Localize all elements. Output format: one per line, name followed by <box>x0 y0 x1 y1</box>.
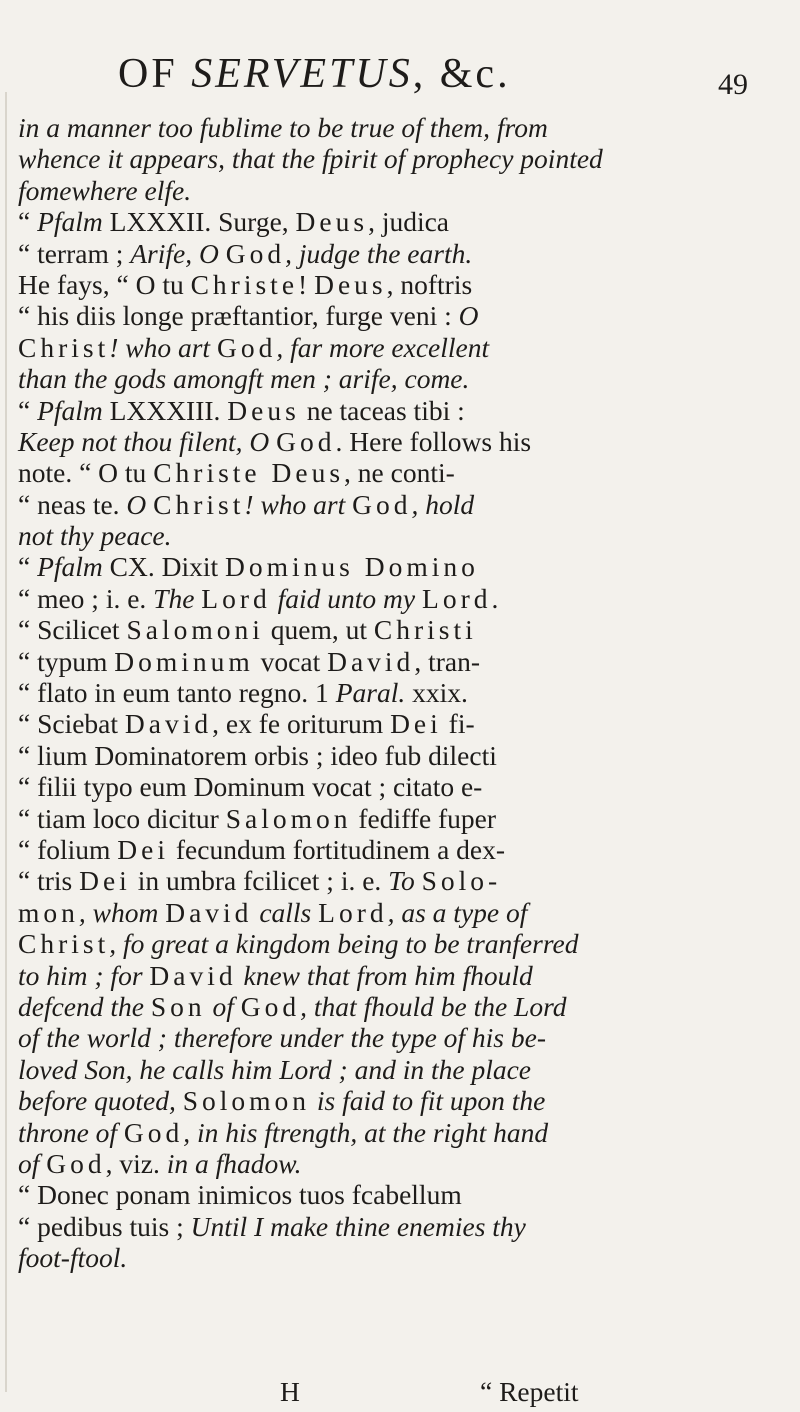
text-segment: Solo- <box>421 865 502 897</box>
text-line <box>18 897 718 928</box>
text-segment: LXXXII. Surge, <box>102 206 296 238</box>
signature-mark: H <box>280 1376 300 1407</box>
text-segment: “ Donec ponam inimicos tuos fcabellum <box>18 1179 462 1211</box>
text-line <box>18 1085 718 1116</box>
text-line <box>18 175 718 206</box>
gutter-shadow <box>5 92 7 1392</box>
text-segment: Dominum <box>114 645 254 677</box>
text-segment: defcend the <box>18 990 151 1022</box>
text-segment: God <box>352 488 412 520</box>
text-line <box>18 238 718 269</box>
text-line <box>18 489 718 520</box>
running-head <box>118 50 588 98</box>
text-line <box>18 803 718 834</box>
text-segment: of the world ; therefore under the type of his be- <box>18 1022 546 1054</box>
text-line <box>18 740 718 771</box>
text-line <box>18 1022 718 1053</box>
text-line <box>18 1179 718 1210</box>
text-line <box>18 332 718 363</box>
text-segment: “ pedibus tuis ; <box>18 1210 191 1242</box>
text-segment: “ typum <box>18 645 115 677</box>
text-segment: , that fhould be the Lord <box>300 990 567 1022</box>
text-segment: “ neas te. <box>18 488 127 520</box>
text-segment: in a fhadow. <box>166 1147 302 1179</box>
text-segment: “ folium <box>18 833 118 865</box>
text-segment: Salomon <box>225 802 352 834</box>
text-segment: Until I make thine enemies thy <box>190 1210 526 1242</box>
text-segment: God <box>225 237 286 269</box>
text-line <box>18 583 718 614</box>
text-segment: David <box>327 645 415 677</box>
text-segment: , ex fe oriturum <box>212 708 391 740</box>
text-line <box>18 677 718 708</box>
text-segment: David <box>165 896 253 928</box>
text-segment: ne taceas tibi : <box>299 394 465 426</box>
text-segment: “ terram ; <box>18 237 131 269</box>
text-line <box>18 771 718 802</box>
text-segment: Lord <box>201 582 271 614</box>
text-line <box>18 206 718 237</box>
text-line <box>18 1211 718 1242</box>
text-segment: Lord <box>422 582 492 614</box>
text-segment: Pfalm <box>37 206 103 238</box>
text-segment: of <box>205 990 241 1022</box>
text-segment: “ flato in eum tanto regno. 1 <box>18 677 336 709</box>
text-segment: , as a type of <box>387 896 528 928</box>
text-segment: O <box>126 488 154 520</box>
text-segment: in umbra fcilicet ; i. e. <box>130 865 389 897</box>
text-line <box>18 834 718 865</box>
text-segment: . <box>491 582 499 614</box>
text-segment: “ <box>18 206 38 238</box>
text-segment: “ lium Dominatorem orbis ; ideo fub dilecti <box>18 739 497 771</box>
text-segment: Deus <box>295 206 369 238</box>
text-segment: before quoted, <box>18 1085 183 1117</box>
text-line <box>18 708 718 739</box>
text-segment: “ tris <box>18 865 80 897</box>
text-segment: God <box>123 1116 184 1148</box>
text-segment: Pfalm <box>37 394 103 426</box>
text-line <box>18 143 718 174</box>
text-segment: Dominus Domino <box>225 551 479 583</box>
text-line <box>18 614 718 645</box>
text-segment: “ Sciebat <box>18 708 125 740</box>
body-text <box>18 112 718 1273</box>
text-segment: fomewhere elfe. <box>18 174 192 206</box>
text-segment: “ filii typo eum Dominum vocat ; citato e- <box>18 771 483 803</box>
text-segment: faid unto my <box>270 582 423 614</box>
text-segment: vocat <box>253 645 328 677</box>
text-segment: throne of <box>18 1116 124 1148</box>
text-segment: Deus <box>227 394 300 426</box>
text-segment: knew that from him fhould <box>236 959 533 991</box>
text-line <box>18 1054 718 1085</box>
text-segment: Lord <box>318 896 388 928</box>
text-segment: Arife, O <box>130 237 226 269</box>
text-segment: God <box>46 1147 106 1179</box>
text-segment: mon <box>18 896 79 928</box>
text-segment: fecundum fortitudinem a dex- <box>169 833 506 865</box>
text-segment: , tran- <box>414 645 480 677</box>
text-segment: , judge the earth. <box>285 237 473 269</box>
text-segment: not thy peace. <box>18 520 172 552</box>
text-segment: to him ; for <box>18 959 150 991</box>
running-head-prefix: OF <box>118 51 192 97</box>
text-segment: , whom <box>78 896 166 928</box>
text-segment: Son <box>150 990 206 1022</box>
text-segment: , noftris <box>386 268 473 300</box>
text-line <box>18 551 718 582</box>
text-segment: fediffe fuper <box>351 802 497 834</box>
text-segment: quem, ut <box>263 614 374 646</box>
catchword: “ Repetit <box>480 1376 579 1407</box>
text-line <box>18 1148 718 1179</box>
text-segment: is faid to fit upon the <box>310 1085 546 1117</box>
text-segment: Dei <box>390 708 442 740</box>
text-segment: foot-ftool. <box>18 1242 128 1274</box>
text-segment: loved Son, he calls him Lord ; and in the place <box>18 1053 531 1085</box>
text-segment: Paral. <box>335 677 406 709</box>
text-line <box>18 269 718 300</box>
text-segment: calls <box>252 896 319 928</box>
text-segment: ! who art <box>109 331 217 363</box>
text-segment: Christe Deus <box>153 457 345 489</box>
text-segment: “ his diis longe præftantior, furge veni : <box>18 300 459 332</box>
text-line <box>18 928 718 959</box>
text-segment: Christ <box>18 331 110 363</box>
text-segment: Solomon <box>182 1085 311 1117</box>
text-line <box>18 363 718 394</box>
text-line <box>18 865 718 896</box>
text-line <box>18 520 718 551</box>
text-line <box>18 457 718 488</box>
text-segment: note. “ O tu <box>18 457 154 489</box>
text-line <box>18 960 718 991</box>
text-segment: “ <box>18 394 38 426</box>
text-segment: xxix. <box>405 677 468 709</box>
text-segment: , viz. <box>105 1147 167 1179</box>
text-segment: ! <box>298 268 315 300</box>
text-segment: . Here follows his <box>335 425 532 457</box>
text-segment: David <box>149 959 237 991</box>
text-line <box>18 395 718 426</box>
text-segment: “ Scilicet <box>18 614 127 646</box>
text-segment: Dei <box>117 833 170 865</box>
text-segment: , fo great a kingdom being to be tranferred <box>109 928 579 960</box>
page-number: 49 <box>718 68 748 101</box>
text-segment: Christi <box>373 614 477 646</box>
text-line <box>18 112 718 143</box>
text-segment: than the gods amongft men ; arife, come. <box>18 363 470 395</box>
text-line <box>18 991 718 1022</box>
text-segment: God <box>240 990 301 1022</box>
text-segment: , hold <box>411 488 475 520</box>
text-segment: O <box>458 300 479 332</box>
text-line <box>18 300 718 331</box>
text-line <box>18 1242 718 1273</box>
text-segment: “ meo ; i. e. <box>18 582 154 614</box>
text-segment: Keep not thou filent, O <box>18 425 277 457</box>
text-line <box>18 426 718 457</box>
text-segment: fi- <box>441 708 475 740</box>
text-segment: The <box>153 582 202 614</box>
text-segment: , ne conti- <box>344 457 455 489</box>
text-segment: God <box>276 425 336 457</box>
text-segment: , far more excellent <box>276 331 490 363</box>
show-through-bleed <box>755 290 800 385</box>
text-segment: “ tiam loco dicitur <box>18 802 226 834</box>
text-segment: God <box>216 331 277 363</box>
text-segment: Dei <box>79 865 131 897</box>
text-segment: whence it appears, that the fpirit of prophecy pointed <box>18 143 603 175</box>
text-segment: in a manner too fublime to be true of them, from <box>18 112 548 143</box>
text-segment: Christ <box>153 488 245 520</box>
running-head-suffix: , &c. <box>412 51 511 97</box>
text-segment: Christ <box>18 928 110 960</box>
text-segment: Pfalm <box>37 551 103 583</box>
text-segment: Salomoni <box>126 614 264 646</box>
text-segment: of <box>18 1147 47 1179</box>
text-segment: “ <box>18 551 38 583</box>
text-line <box>18 646 718 677</box>
text-segment: , judica <box>368 206 450 238</box>
text-segment: Deus <box>314 268 387 300</box>
text-segment: CX. Dixit <box>102 551 226 583</box>
text-segment: Christe <box>190 268 299 300</box>
text-segment: To <box>388 865 422 897</box>
text-segment: LXXXIII. <box>102 394 228 426</box>
text-segment: , in his ftrength, at the right hand <box>183 1116 549 1148</box>
text-segment: David <box>124 708 213 740</box>
text-segment: ! who art <box>244 488 353 520</box>
running-head-name: SERVETUS <box>191 51 413 97</box>
text-line <box>18 1117 718 1148</box>
text-segment: He fays, “ O tu <box>18 268 191 300</box>
